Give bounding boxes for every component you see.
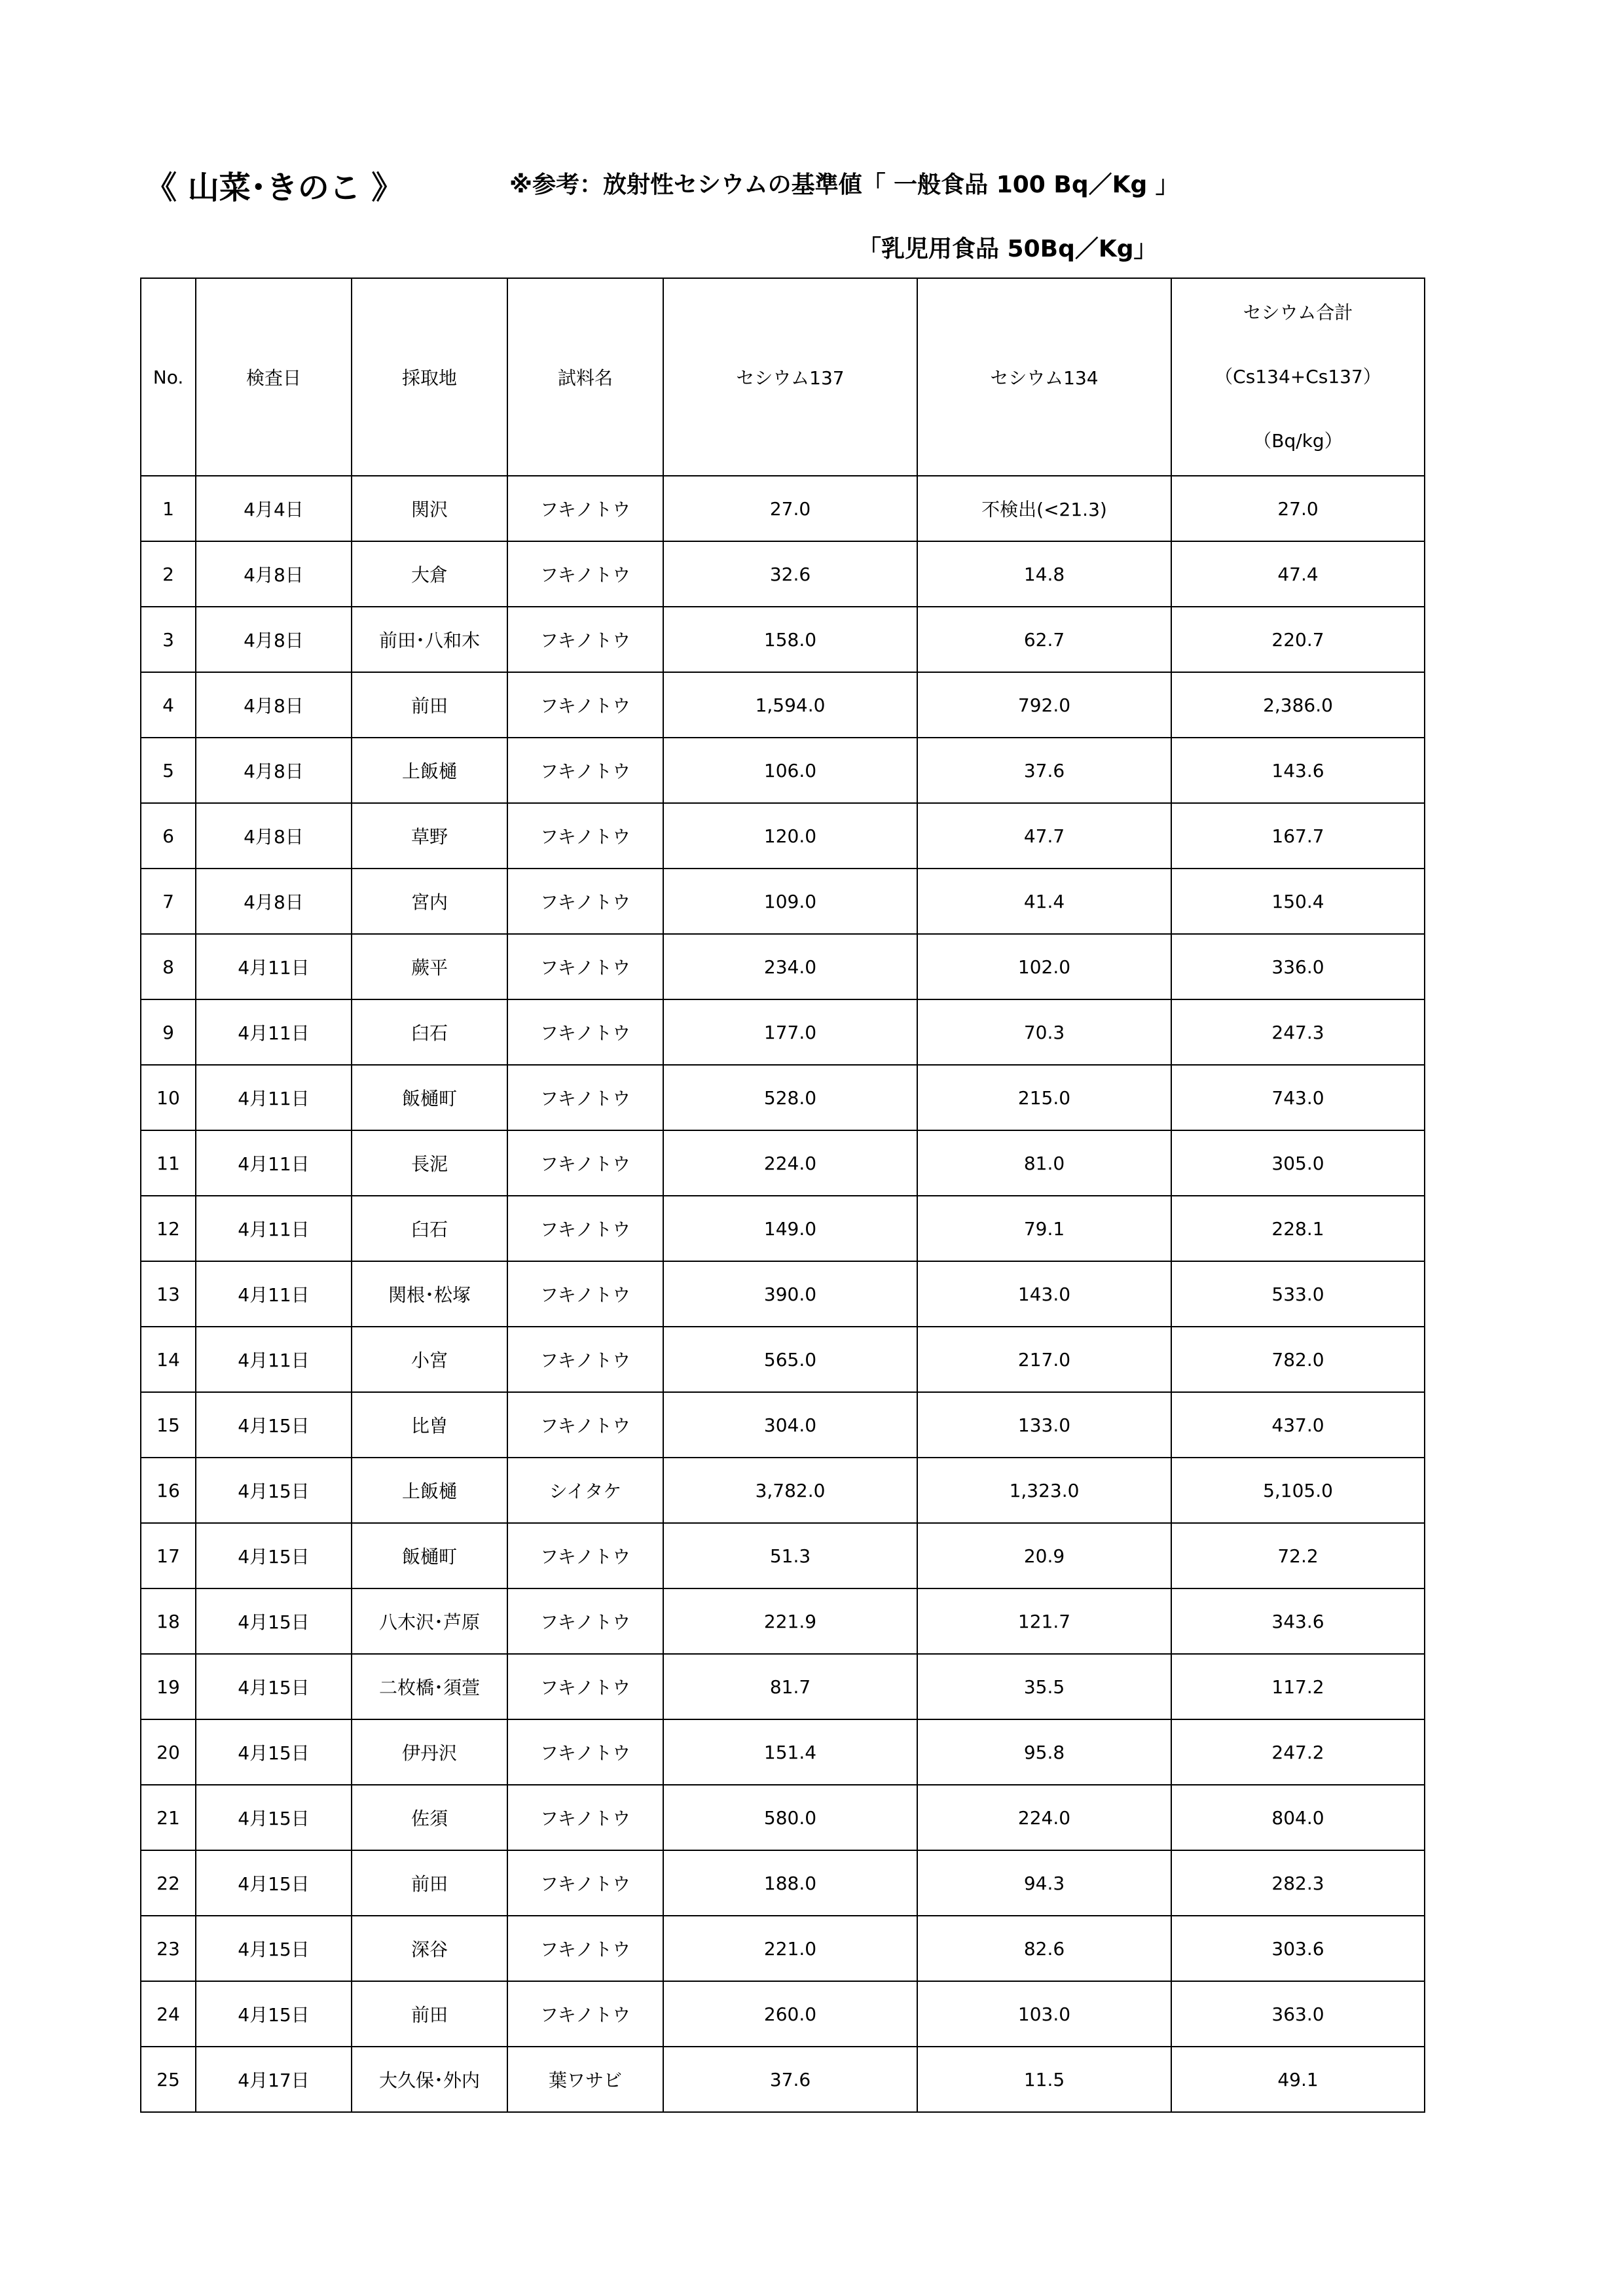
table-row [141,1719,1425,1785]
cell-total: 228.1 [1171,1196,1425,1261]
cell-date: 4月8日 [196,672,352,738]
cell-date: 4月15日 [196,1654,352,1719]
cell-no: 17 [141,1523,196,1588]
table-row [141,869,1425,934]
table-row [141,1785,1425,1850]
cell-no: 6 [141,803,196,869]
cell-date: 4月15日 [196,1392,352,1458]
table-row [141,1196,1425,1261]
cell-location: 八木沢･芦原 [352,1588,507,1654]
cell-cs137: 151.4 [663,1719,917,1785]
cell-date: 4月15日 [196,1523,352,1588]
cell-cs134: 82.6 [917,1916,1171,1981]
cell-no: 16 [141,1458,196,1523]
cell-total: 47.4 [1171,541,1425,607]
cell-sample: フキノトウ [507,1981,663,2047]
cell-total: 804.0 [1171,1785,1425,1850]
cell-total: 72.2 [1171,1523,1425,1588]
cell-cs134: 62.7 [917,607,1171,672]
cell-cs137: 3,782.0 [663,1458,917,1523]
cell-sample: フキノトウ [507,1327,663,1392]
cell-cs137: 51.3 [663,1523,917,1588]
cell-cs137: 37.6 [663,2047,917,2112]
cell-total: 117.2 [1171,1654,1425,1719]
table-row [141,1654,1425,1719]
cell-date: 4月15日 [196,1850,352,1916]
cell-location: 深谷 [352,1916,507,1981]
cell-sample: フキノトウ [507,1916,663,1981]
cell-total: 303.6 [1171,1916,1425,1981]
table-row [141,934,1425,999]
column-header-total [1171,278,1425,476]
cell-cs137: 580.0 [663,1785,917,1850]
cell-no: 15 [141,1392,196,1458]
cell-total: 220.7 [1171,607,1425,672]
cell-location: 前田 [352,672,507,738]
table-row [141,607,1425,672]
cell-total: 782.0 [1171,1327,1425,1392]
cell-sample: フキノトウ [507,476,663,541]
cell-total: 5,105.0 [1171,1458,1425,1523]
table-row [141,1458,1425,1523]
cell-sample: シイタケ [507,1458,663,1523]
cell-sample: フキノトウ [507,1523,663,1588]
cell-cs134: 41.4 [917,869,1171,934]
cell-total: 2,386.0 [1171,672,1425,738]
cell-cs134: 14.8 [917,541,1171,607]
cell-sample: フキノトウ [507,1588,663,1654]
cell-sample: フキノトウ [507,803,663,869]
cell-total: 150.4 [1171,869,1425,934]
cell-sample: フキノトウ [507,672,663,738]
cell-no: 8 [141,934,196,999]
cell-sample: フキノトウ [507,934,663,999]
cell-location: 大倉 [352,541,507,607]
table-row [141,999,1425,1065]
cell-total: 27.0 [1171,476,1425,541]
cell-no: 18 [141,1588,196,1654]
cell-location: 前田･八和木 [352,607,507,672]
cell-no: 23 [141,1916,196,1981]
cell-no: 7 [141,869,196,934]
cell-sample: 葉ワサビ [507,2047,663,2112]
cell-cs134: 143.0 [917,1261,1171,1327]
cell-cs134: 47.7 [917,803,1171,869]
cell-no: 11 [141,1130,196,1196]
cell-sample: フキノトウ [507,1654,663,1719]
column-header-date: 検査日 [196,278,352,476]
cell-cs134: 102.0 [917,934,1171,999]
cell-cs137: 177.0 [663,999,917,1065]
cell-date: 4月4日 [196,476,352,541]
cell-no: 14 [141,1327,196,1392]
cell-cs134: 103.0 [917,1981,1171,2047]
cell-cs137: 221.9 [663,1588,917,1654]
cell-date: 4月8日 [196,738,352,803]
cell-sample: フキノトウ [507,1392,663,1458]
reference-standard-infant: 「乳児用食品 50Bq／Kg」 [858,236,1158,262]
cell-location: 上飯樋 [352,738,507,803]
cell-sample: フキノトウ [507,607,663,672]
cell-total: 343.6 [1171,1588,1425,1654]
cell-location: 前田 [352,1981,507,2047]
cell-location: 飯樋町 [352,1065,507,1130]
table-row [141,1916,1425,1981]
table-row [141,1850,1425,1916]
cell-cs137: 1,594.0 [663,672,917,738]
cell-cs137: 32.6 [663,541,917,607]
cell-location: 前田 [352,1850,507,1916]
cell-total: 437.0 [1171,1392,1425,1458]
cell-sample: フキノトウ [507,999,663,1065]
cell-cs134: 133.0 [917,1392,1171,1458]
cell-date: 4月15日 [196,1458,352,1523]
column-header-location: 採取地 [352,278,507,476]
cell-cs134: 94.3 [917,1850,1171,1916]
cell-location: 長泥 [352,1130,507,1196]
cell-cs137: 224.0 [663,1130,917,1196]
cell-no: 24 [141,1981,196,2047]
cell-cs134: 224.0 [917,1785,1171,1850]
cell-location: 宮内 [352,869,507,934]
cell-date: 4月11日 [196,1130,352,1196]
cell-cs137: 390.0 [663,1261,917,1327]
cell-sample: フキノトウ [507,1130,663,1196]
cell-cs137: 528.0 [663,1065,917,1130]
cell-sample: フキノトウ [507,1785,663,1850]
cell-no: 20 [141,1719,196,1785]
cell-cs134: 1,323.0 [917,1458,1171,1523]
cell-location: 大久保･外内 [352,2047,507,2112]
cell-location: 関沢 [352,476,507,541]
cell-cs137: 304.0 [663,1392,917,1458]
cell-cs137: 109.0 [663,869,917,934]
table-row [141,1261,1425,1327]
cell-location: 佐須 [352,1785,507,1850]
cell-location: 上飯樋 [352,1458,507,1523]
cell-no: 1 [141,476,196,541]
cell-no: 12 [141,1196,196,1261]
cell-sample: フキノトウ [507,738,663,803]
column-header-cs137: セシウム137 [663,278,917,476]
column-header-no: No. [141,278,196,476]
cell-location: 草野 [352,803,507,869]
column-header-total-line1: セシウム合計 [1243,302,1353,323]
cell-sample: フキノトウ [507,1850,663,1916]
cell-date: 4月15日 [196,1916,352,1981]
cell-total: 247.3 [1171,999,1425,1065]
table-row [141,2047,1425,2112]
cell-cs137: 106.0 [663,738,917,803]
cell-sample: フキノトウ [507,869,663,934]
cell-no: 5 [141,738,196,803]
cell-total: 49.1 [1171,2047,1425,2112]
cell-cs134: 37.6 [917,738,1171,803]
table-row [141,1130,1425,1196]
cell-no: 25 [141,2047,196,2112]
cell-cs134: 79.1 [917,1196,1171,1261]
cell-location: 飯樋町 [352,1523,507,1588]
cell-total: 167.7 [1171,803,1425,869]
table-row [141,803,1425,869]
cell-cs134: 215.0 [917,1065,1171,1130]
table-header-row [141,278,1425,476]
cell-date: 4月15日 [196,1981,352,2047]
cell-cs134: 81.0 [917,1130,1171,1196]
cell-cs137: 158.0 [663,607,917,672]
cell-sample: フキノトウ [507,541,663,607]
cell-no: 4 [141,672,196,738]
cell-date: 4月11日 [196,1261,352,1327]
table-row [141,1981,1425,2047]
cell-cs134: 35.5 [917,1654,1171,1719]
cell-cs137: 260.0 [663,1981,917,2047]
table-row [141,672,1425,738]
table-row [141,1588,1425,1654]
cell-date: 4月15日 [196,1588,352,1654]
cell-cs137: 120.0 [663,803,917,869]
cell-location: 伊丹沢 [352,1719,507,1785]
cell-date: 4月11日 [196,999,352,1065]
cell-date: 4月11日 [196,934,352,999]
cell-sample: フキノトウ [507,1196,663,1261]
cell-cs134: 20.9 [917,1523,1171,1588]
cell-cs137: 221.0 [663,1916,917,1981]
cell-total: 743.0 [1171,1065,1425,1130]
cell-no: 13 [141,1261,196,1327]
cell-location: 蕨平 [352,934,507,999]
cell-location: 小宮 [352,1327,507,1392]
cell-location: 関根･松塚 [352,1261,507,1327]
cell-cs137: 234.0 [663,934,917,999]
cell-sample: フキノトウ [507,1261,663,1327]
cell-no: 22 [141,1850,196,1916]
cell-date: 4月11日 [196,1196,352,1261]
cell-no: 19 [141,1654,196,1719]
cell-date: 4月8日 [196,869,352,934]
table-row [141,541,1425,607]
cell-location: 臼石 [352,999,507,1065]
cell-date: 4月8日 [196,607,352,672]
cell-total: 282.3 [1171,1850,1425,1916]
column-header-cs134: セシウム134 [917,278,1171,476]
cell-location: 臼石 [352,1196,507,1261]
cell-total: 533.0 [1171,1261,1425,1327]
cell-location: 比曽 [352,1392,507,1458]
cell-total: 336.0 [1171,934,1425,999]
cell-cs137: 27.0 [663,476,917,541]
cell-cs134: 11.5 [917,2047,1171,2112]
cell-cs134: 95.8 [917,1719,1171,1785]
page-title: 《 山菜･きのこ 》 [145,170,403,206]
cell-date: 4月11日 [196,1327,352,1392]
cell-no: 3 [141,607,196,672]
cell-date: 4月15日 [196,1785,352,1850]
cell-no: 10 [141,1065,196,1130]
cell-no: 9 [141,999,196,1065]
cell-cs137: 188.0 [663,1850,917,1916]
cell-no: 21 [141,1785,196,1850]
cell-sample: フキノトウ [507,1065,663,1130]
cell-cs134: 不検出(<21.3) [917,476,1171,541]
cell-cs137: 149.0 [663,1196,917,1261]
cell-cs134: 792.0 [917,672,1171,738]
cell-total: 143.6 [1171,738,1425,803]
cell-total: 305.0 [1171,1130,1425,1196]
cell-date: 4月11日 [196,1065,352,1130]
column-header-sample: 試料名 [507,278,663,476]
cell-cs137: 81.7 [663,1654,917,1719]
cell-date: 4月17日 [196,2047,352,2112]
column-header-total-line2: （Cs134+Cs137） [1214,366,1381,387]
column-header-total-line3: （Bq/kg） [1253,430,1343,452]
table-row [141,1327,1425,1392]
table-row [141,738,1425,803]
reference-standard-general: ※参考：放射性セシウムの基準値「 一般食品 100 Bq／Kg 」 [509,171,1179,198]
cell-date: 4月15日 [196,1719,352,1785]
cell-location: 二枚橋･須萱 [352,1654,507,1719]
cell-no: 2 [141,541,196,607]
cell-cs134: 121.7 [917,1588,1171,1654]
cell-sample: フキノトウ [507,1719,663,1785]
results-table [140,278,1425,2113]
cell-total: 363.0 [1171,1981,1425,2047]
cell-cs134: 217.0 [917,1327,1171,1392]
table-row [141,476,1425,541]
table-row [141,1392,1425,1458]
cell-date: 4月8日 [196,541,352,607]
cell-date: 4月8日 [196,803,352,869]
table-row [141,1065,1425,1130]
cell-cs137: 565.0 [663,1327,917,1392]
cell-cs134: 70.3 [917,999,1171,1065]
cell-total: 247.2 [1171,1719,1425,1785]
table-row [141,1523,1425,1588]
